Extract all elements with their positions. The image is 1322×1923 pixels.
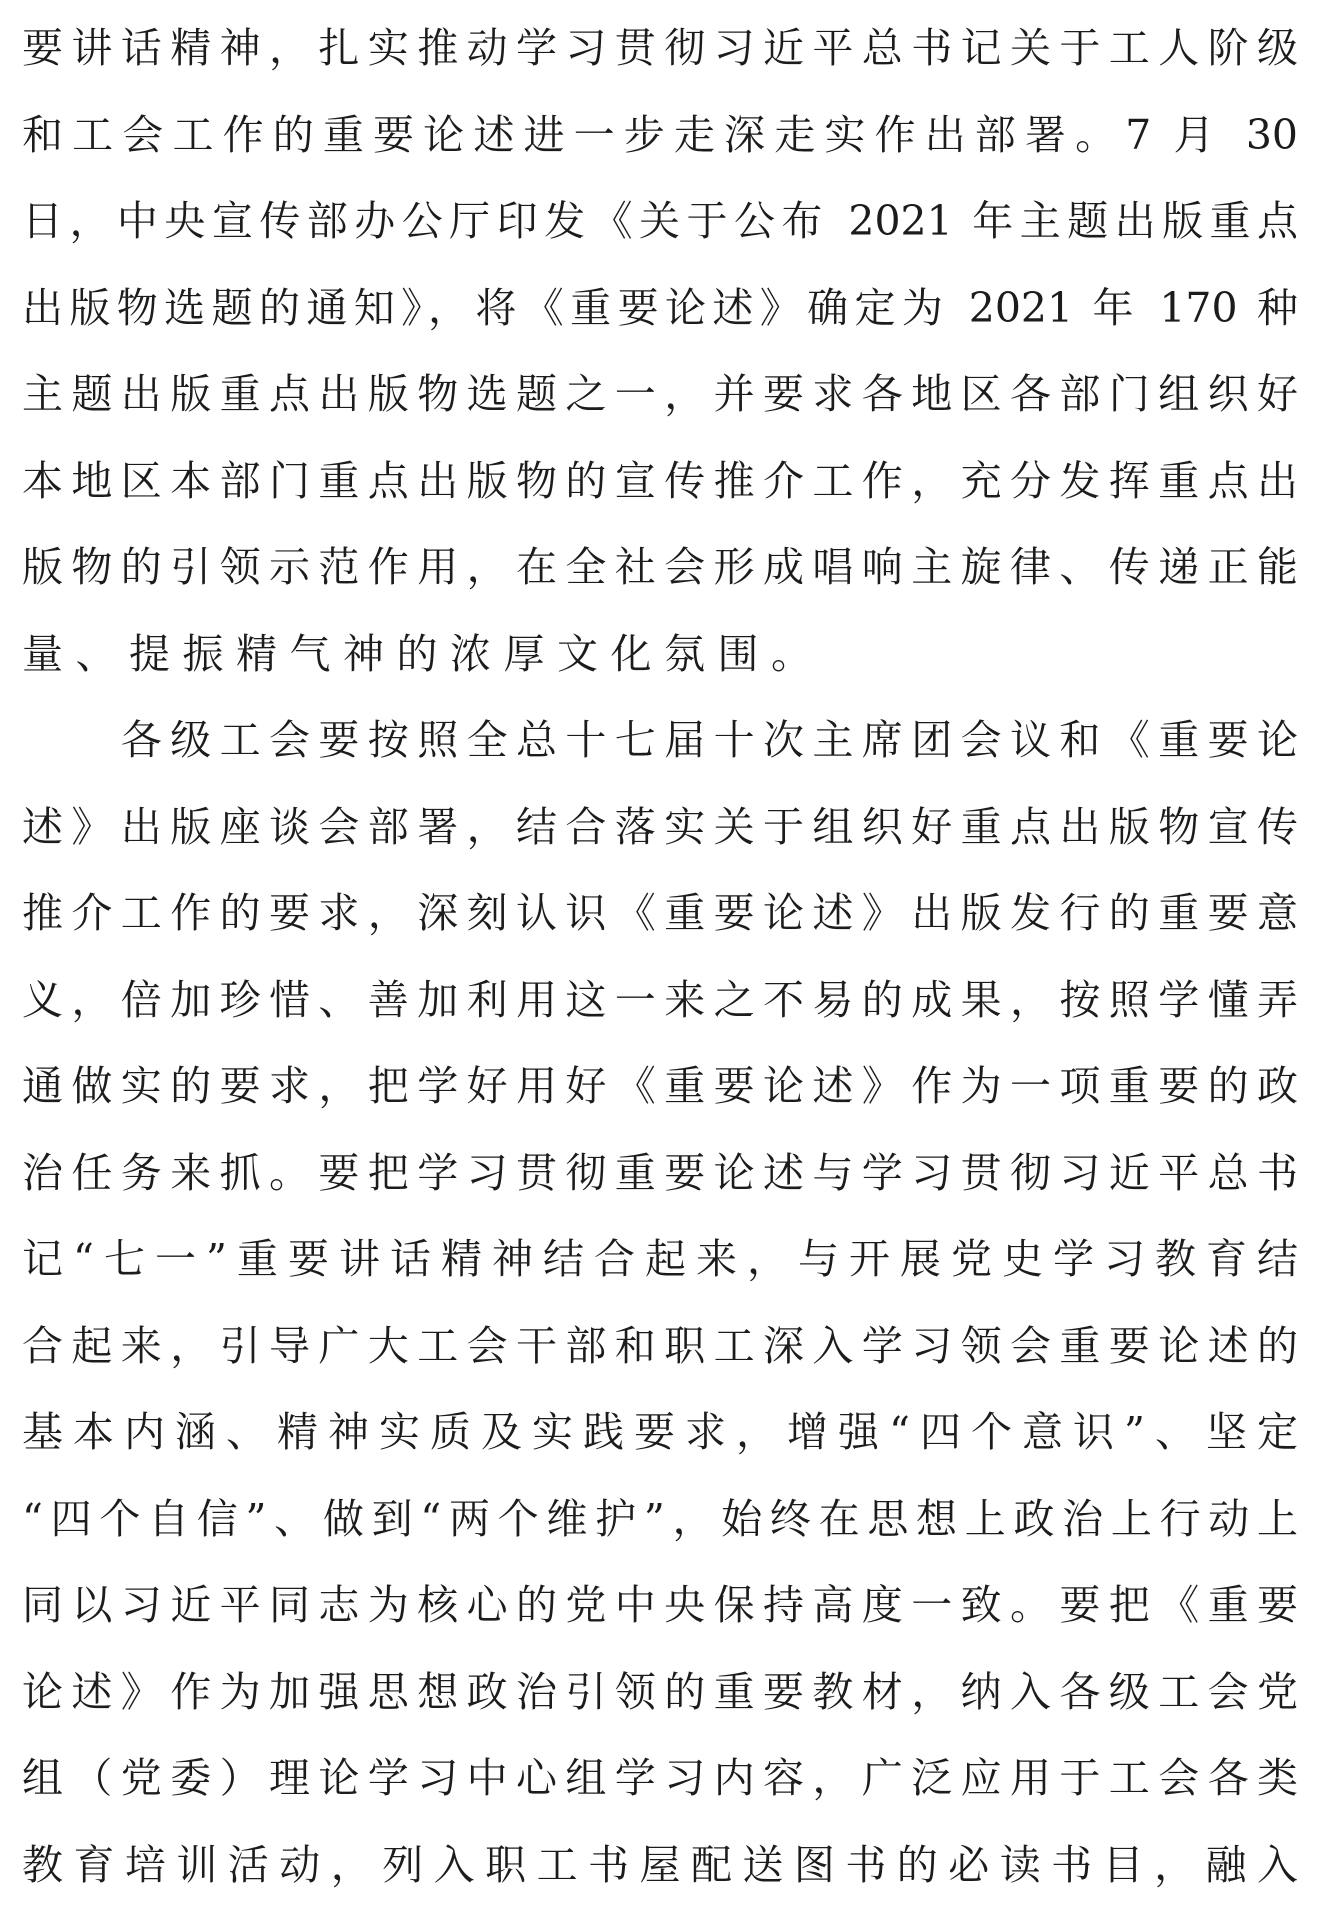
text-line: 义，倍加珍惜、善加利用这一来之不易的成果，按照学懂弄	[22, 975, 1298, 1024]
text-line: “四个自信”、做到“两个维护”，始终在思想上政治上行动上	[22, 1494, 1298, 1543]
text-line: 同以习近平同志为核心的党中央保持高度一致。要把《重要	[22, 1581, 1298, 1629]
text-line: 版物的引领示范作用，在全社会形成唱响主旋律、传递正能	[22, 543, 1298, 591]
text-line: 通做实的要求，把学好用好《重要论述》作为一项重要的政	[22, 1062, 1298, 1110]
text-line: 述》出版座谈会部署，结合落实关于组织好重点出版物宣传	[22, 802, 1298, 851]
text-line: 教育培训活动，列入职工书屋配送图书的必读书目，融入	[22, 1840, 1298, 1889]
text-line: 合起来，引导广大工会干部和职工深入学习领会重要论述的	[22, 1321, 1298, 1370]
text-line: 组（党委）理论学习中心组学习内容，广泛应用于工会各类	[22, 1754, 1298, 1802]
paragraph-1	[22, 5, 1298, 697]
text-line: 推介工作的要求，深刻认识《重要论述》出版发行的重要意	[22, 889, 1298, 937]
text-line: 各级工会要按照全总十七届十次主席团会议和《重要论	[22, 716, 1298, 764]
text-line: 和工会工作的重要论述进一步走深走实作出部署。7 月 30	[22, 110, 1298, 159]
paragraph-2	[22, 697, 1298, 1908]
text-line: 量、提振精气神的浓厚文化氛围。	[22, 629, 825, 678]
text-line: 要讲话精神，扎实推动学习贯彻习近平总书记关于工人阶级	[22, 24, 1298, 72]
text-line: 主题出版重点出版物选题之一，并要求各地区各部门组织好	[22, 370, 1298, 418]
text-line: 日，中央宣传部办公厅印发《关于公布 2021 年主题出版重点	[22, 197, 1298, 245]
text-line: 本地区本部门重点出版物的宣传推介工作，充分发挥重点出	[22, 456, 1298, 505]
text-line: 治任务来抓。要把学习贯彻重要论述与学习贯彻习近平总书	[22, 1148, 1298, 1197]
text-line: 基本内涵、精神实质及实践要求，增强“四个意识”、坚定	[22, 1408, 1298, 1456]
text-line: 出版物选题的通知》，将《重要论述》确定为 2021 年 170 种	[22, 283, 1298, 332]
text-line: 记“七一”重要讲话精神结合起来，与开展党史学习教育结	[22, 1235, 1298, 1283]
text-line: 论述》作为加强思想政治引领的重要教材，纳入各级工会党	[22, 1667, 1298, 1716]
